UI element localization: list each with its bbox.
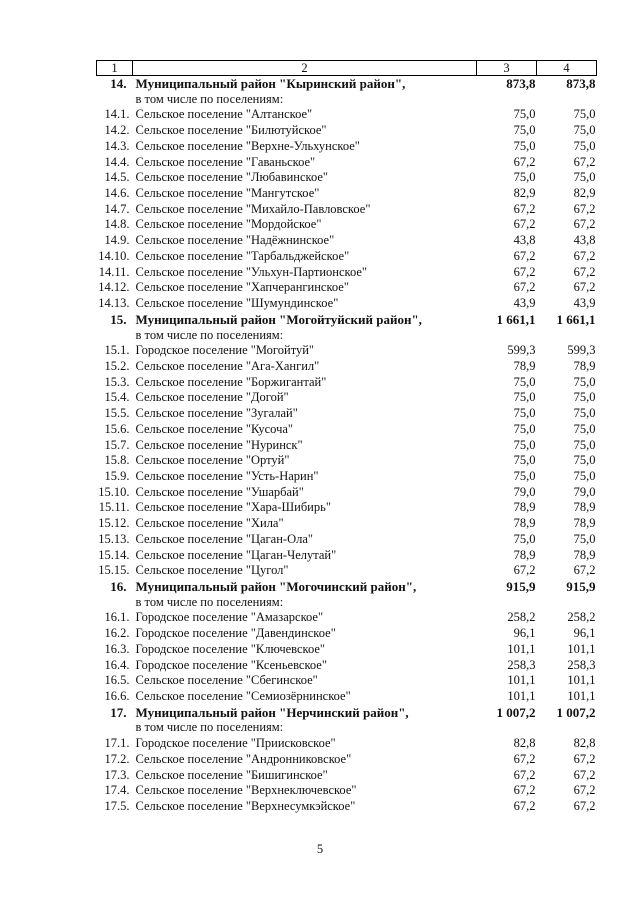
row-number: 14.9.: [104, 233, 130, 248]
value-column-4: 67,2: [573, 280, 596, 295]
value-column-4: 78,9: [573, 516, 596, 531]
table-row: [97, 406, 597, 422]
settlement-name: Сельское поселение "Ушарбай": [135, 484, 304, 499]
row-number: 15.11.: [98, 500, 130, 515]
value-column-4: 67,2: [573, 201, 596, 216]
value-column-3: 1 661,1: [496, 311, 536, 327]
row-number: 14.6.: [104, 186, 130, 201]
table-row: [97, 532, 597, 548]
value-column-4: 75,0: [573, 531, 596, 546]
value-column-3: 873,8: [506, 76, 536, 91]
settlement-name: Городское поселение "Приисковское": [135, 736, 336, 751]
row-number: 15.3.: [104, 374, 130, 389]
table-row: [97, 233, 597, 249]
district-row: [97, 579, 597, 595]
value-column-3: 75,0: [513, 468, 536, 483]
settlement-name: Сельское поселение "Нуринск": [135, 437, 303, 452]
row-number: 14.: [110, 76, 127, 91]
row-number: 14.8.: [104, 217, 130, 232]
value-column-3: 43,9: [513, 296, 536, 311]
value-column-3: 67,2: [513, 799, 536, 814]
district-row: [97, 705, 597, 721]
table-row: [97, 123, 597, 139]
value-column-3: 75,0: [513, 107, 536, 122]
settlement-name: Муниципальный район "Могойтуйский район",: [135, 311, 422, 327]
table-row: [97, 673, 597, 689]
table-row: [97, 563, 597, 579]
table-row: [97, 343, 597, 359]
row-number: 15.12.: [98, 516, 130, 531]
value-column-3: 67,2: [513, 154, 536, 169]
settlement-name: Сельское поселение "Боржигантай": [135, 374, 327, 389]
settlement-name: Городское поселение "Ключевское": [135, 641, 326, 656]
row-number: [97, 328, 133, 344]
subheading-row: [97, 328, 597, 344]
value-column-4: 75,0: [573, 421, 596, 436]
value-column-4: 101,1: [567, 641, 596, 656]
value-column-4: [537, 328, 597, 344]
settlement-name: Сельское поселение "Верхнесумкэйское": [135, 799, 356, 814]
value-column-3: 75,0: [513, 390, 536, 405]
value-column-3: 67,2: [513, 751, 536, 766]
value-column-4: 67,2: [573, 248, 596, 263]
value-column-4: 101,1: [567, 689, 596, 704]
table-row: [97, 658, 597, 674]
value-column-4: 258,2: [567, 610, 596, 625]
settlement-name: Сельское поселение "Догой": [135, 390, 289, 405]
table-row: [97, 155, 597, 171]
table-row: [97, 438, 597, 454]
table-row: [97, 752, 597, 768]
subheading-text: в том числе по поселениям:: [135, 327, 284, 342]
row-number: 16.6.: [104, 689, 130, 704]
value-column-3: 67,2: [513, 767, 536, 782]
table-body: [97, 76, 597, 815]
row-number: 17.1.: [104, 736, 130, 751]
row-number: 14.2.: [104, 123, 130, 138]
value-column-4: 75,0: [573, 406, 596, 421]
row-number: 16.1.: [104, 610, 130, 625]
settlement-name: Сельское поселение "Надёжнинское": [135, 233, 335, 248]
table-row: [97, 453, 597, 469]
settlement-name: Сельское поселение "Бишигинское": [135, 767, 328, 782]
value-column-4: 75,0: [573, 123, 596, 138]
value-column-3: 75,0: [513, 170, 536, 185]
district-row: [97, 76, 597, 92]
table-row: [97, 280, 597, 296]
row-number: 15.14.: [98, 547, 130, 562]
value-column-4: 67,2: [573, 799, 596, 814]
value-column-3: 258,2: [507, 610, 536, 625]
value-column-4: 67,2: [573, 767, 596, 782]
row-number: 16.: [110, 579, 127, 594]
settlement-name: Муниципальный район "Могочинский район",: [135, 579, 417, 594]
settlement-name: Городское поселение "Давендинское": [135, 626, 336, 641]
value-column-3: 67,2: [513, 217, 536, 232]
value-column-4: 67,2: [573, 783, 596, 798]
table-row: [97, 186, 597, 202]
subheading-row: [97, 92, 597, 108]
value-column-4: [537, 720, 597, 736]
table-row: [97, 500, 597, 516]
value-column-3: [477, 720, 537, 736]
value-column-3: 101,1: [507, 689, 536, 704]
value-column-4: 79,0: [573, 484, 596, 499]
column-header-2: 2: [133, 61, 477, 76]
row-number: 14.11.: [98, 264, 130, 279]
value-column-3: 1 007,2: [496, 704, 536, 720]
table-row: [97, 783, 597, 799]
value-column-3: 67,2: [513, 783, 536, 798]
settlement-name: Сельское поселение "Гаваньское": [135, 154, 316, 169]
value-column-3: 75,0: [513, 123, 536, 138]
value-column-4: 75,0: [573, 107, 596, 122]
value-column-3: 67,2: [513, 563, 536, 578]
settlement-name: Сельское поселение "Любавинское": [135, 170, 329, 185]
row-number: 14.13.: [98, 296, 130, 311]
row-number: 15.13.: [98, 531, 130, 546]
row-number: 14.1.: [104, 107, 130, 122]
value-column-3: 67,2: [513, 201, 536, 216]
value-column-3: 75,0: [513, 138, 536, 153]
row-number: 15.10.: [98, 484, 130, 499]
row-number: 17.3.: [104, 767, 130, 782]
value-column-3: 82,9: [513, 186, 536, 201]
settlement-name: Сельское поселение "Билютуйское": [135, 123, 327, 138]
settlement-name: Сельское поселение "Кусоча": [135, 421, 294, 436]
table-row: [97, 469, 597, 485]
settlement-name: Муниципальный район "Нерчинский район",: [135, 704, 409, 720]
settlement-name: Сельское поселение "Мангутское": [135, 186, 320, 201]
subheading-row: [97, 595, 597, 611]
value-column-4: 67,2: [573, 563, 596, 578]
value-column-4: 75,0: [573, 170, 596, 185]
column-header-3: 3: [477, 61, 537, 76]
value-column-3: 43,8: [513, 233, 536, 248]
value-column-4: 75,0: [573, 374, 596, 389]
value-column-4: 75,0: [573, 437, 596, 452]
settlement-name: Сельское поселение "Хара-Шибирь": [135, 500, 331, 515]
settlement-name: Сельское поселение "Хапчерангинское": [135, 280, 349, 295]
value-column-4: 78,9: [573, 358, 596, 373]
value-column-3: 78,9: [513, 547, 536, 562]
table-row: [97, 422, 597, 438]
row-number: 15.9.: [104, 468, 130, 483]
row-number: 14.10.: [98, 248, 130, 263]
value-column-4: 75,0: [573, 468, 596, 483]
value-column-3: 78,9: [513, 500, 536, 515]
district-row: [97, 312, 597, 328]
table-header: [97, 61, 597, 76]
settlement-name: Сельское поселение "Верхне-Ульхунское": [135, 138, 360, 153]
row-number: 16.2.: [104, 626, 130, 641]
subheading-row: [97, 720, 597, 736]
row-number: [97, 92, 133, 108]
row-number: [97, 720, 133, 736]
settlement-name: Сельское поселение "Тарбальджейское": [135, 248, 350, 263]
value-column-4: 43,9: [573, 296, 596, 311]
value-column-4: 915,9: [566, 579, 596, 594]
table-row: [97, 375, 597, 391]
row-number: 15.1.: [104, 343, 130, 358]
row-number: 14.12.: [98, 280, 130, 295]
value-column-4: 101,1: [567, 673, 596, 688]
value-column-3: 75,0: [513, 374, 536, 389]
table-row: [97, 170, 597, 186]
value-column-4: [537, 595, 597, 611]
value-column-4: 67,2: [573, 264, 596, 279]
table-row: [97, 642, 597, 658]
row-number: 14.4.: [104, 154, 130, 169]
subheading-text: в том числе по поселениям:: [135, 720, 284, 735]
settlement-name: Сельское поселение "Ортуй": [135, 453, 290, 468]
value-column-4: 82,9: [573, 186, 596, 201]
settlement-name: Сельское поселение "Верхнеключевское": [135, 783, 357, 798]
value-column-3: 67,2: [513, 264, 536, 279]
subheading-text: в том числе по поселениям:: [135, 594, 284, 609]
row-number: 16.3.: [104, 641, 130, 656]
value-column-3: 78,9: [513, 358, 536, 373]
subheading-text: в том числе по поселениям:: [135, 91, 284, 106]
row-number: 15.15.: [98, 563, 130, 578]
value-column-4: 67,2: [573, 751, 596, 766]
value-column-3: [477, 328, 537, 344]
settlement-name: Сельское поселение "Шумундинское": [135, 296, 339, 311]
value-column-4: 43,8: [573, 233, 596, 248]
column-header-4: 4: [537, 61, 597, 76]
value-column-3: 67,2: [513, 280, 536, 295]
row-number: 15.6.: [104, 421, 130, 436]
value-column-4: 78,9: [573, 500, 596, 515]
value-column-3: 101,1: [507, 673, 536, 688]
value-column-3: 75,0: [513, 437, 536, 452]
value-column-4: [537, 92, 597, 108]
table-row: [97, 107, 597, 123]
settlement-name: Сельское поселение "Сбегинское": [135, 673, 318, 688]
settlement-name: Городское поселение "Могойтуй": [135, 343, 315, 358]
value-column-4: 82,8: [573, 736, 596, 751]
settlement-name: Сельское поселение "Андронниковское": [135, 751, 352, 766]
value-column-3: 96,1: [513, 626, 536, 641]
row-number: 17.5.: [104, 799, 130, 814]
value-column-4: 75,0: [573, 390, 596, 405]
table-row: [97, 139, 597, 155]
table-row: [97, 249, 597, 265]
row-number: 14.3.: [104, 138, 130, 153]
value-column-4: 78,9: [573, 547, 596, 562]
table-row: [97, 548, 597, 564]
value-column-3: 75,0: [513, 531, 536, 546]
value-column-4: 75,0: [573, 138, 596, 153]
row-number: 15.4.: [104, 390, 130, 405]
value-column-3: 82,8: [513, 736, 536, 751]
table-row: [97, 768, 597, 784]
value-column-3: 599,3: [507, 343, 536, 358]
settlement-name: Сельское поселение "Михайло-Павловское": [135, 201, 371, 216]
row-number: 15.8.: [104, 453, 130, 468]
row-number: 15.7.: [104, 437, 130, 452]
settlement-name: Городское поселение "Ксеньевское": [135, 657, 327, 672]
table-row: [97, 202, 597, 218]
row-number: 16.5.: [104, 673, 130, 688]
settlement-name: Сельское поселение "Зугалай": [135, 406, 298, 421]
settlement-name: Сельское поселение "Семиозёрнинское": [135, 689, 351, 704]
value-column-3: 258,3: [507, 657, 536, 672]
column-header-1: 1: [97, 61, 133, 76]
value-column-3: [477, 92, 537, 108]
budget-table-sheet: [96, 60, 596, 815]
table-row: [97, 485, 597, 501]
value-column-4: 67,2: [573, 154, 596, 169]
value-column-3: 79,0: [513, 484, 536, 499]
value-column-3: [477, 595, 537, 611]
row-number: 17.: [110, 704, 127, 720]
value-column-4: 1 661,1: [556, 311, 596, 327]
row-number: 14.5.: [104, 170, 130, 185]
value-column-3: 78,9: [513, 516, 536, 531]
row-number: 15.5.: [104, 406, 130, 421]
row-number: [97, 595, 133, 611]
value-column-3: 75,0: [513, 406, 536, 421]
row-number: 15.: [110, 311, 127, 327]
table-row: [97, 265, 597, 281]
table-row: [97, 516, 597, 532]
table-row: [97, 217, 597, 233]
settlement-name: Сельское поселение "Ага-Хангил": [135, 358, 320, 373]
settlement-name: Сельское поселение "Хила": [135, 516, 284, 531]
settlement-name: Сельское поселение "Мордойское": [135, 217, 322, 232]
table-row: [97, 359, 597, 375]
value-column-4: 1 007,2: [556, 704, 596, 720]
column-number-row: [97, 61, 597, 76]
page-number: 5: [316, 842, 324, 856]
value-column-4: 96,1: [573, 626, 596, 641]
settlement-name: Муниципальный район "Кыринский район",: [135, 76, 406, 91]
row-number: 17.4.: [104, 783, 130, 798]
row-number: 14.7.: [104, 201, 130, 216]
settlement-name: Сельское поселение "Ульхун-Партионское": [135, 264, 368, 279]
settlement-name: Сельское поселение "Алтанское": [135, 107, 313, 122]
value-column-4: 258,3: [567, 657, 596, 672]
settlement-name: Сельское поселение "Цаган-Челутай": [135, 547, 337, 562]
settlement-name: Сельское поселение "Цаган-Ола": [135, 531, 313, 546]
row-number: 15.2.: [104, 358, 130, 373]
table-row: [97, 799, 597, 815]
value-column-3: 75,0: [513, 453, 536, 468]
settlement-name: Сельское поселение "Цугол": [135, 563, 289, 578]
value-column-3: 75,0: [513, 421, 536, 436]
table-row: [97, 610, 597, 626]
value-column-3: 67,2: [513, 248, 536, 263]
value-column-4: 67,2: [573, 217, 596, 232]
value-column-4: 75,0: [573, 453, 596, 468]
table-row: [97, 689, 597, 705]
value-column-4: 873,8: [566, 76, 596, 91]
settlement-name: Городское поселение "Амазарское": [135, 610, 324, 625]
row-number: 17.2.: [104, 751, 130, 766]
table-row: [97, 626, 597, 642]
value-column-3: 915,9: [506, 579, 536, 594]
row-number: 16.4.: [104, 657, 130, 672]
budget-table: [96, 60, 597, 815]
table-row: [97, 390, 597, 406]
table-row: [97, 296, 597, 312]
table-row: [97, 736, 597, 752]
value-column-4: 599,3: [567, 343, 596, 358]
value-column-3: 101,1: [507, 641, 536, 656]
settlement-name: Сельское поселение "Усть-Нарин": [135, 468, 319, 483]
